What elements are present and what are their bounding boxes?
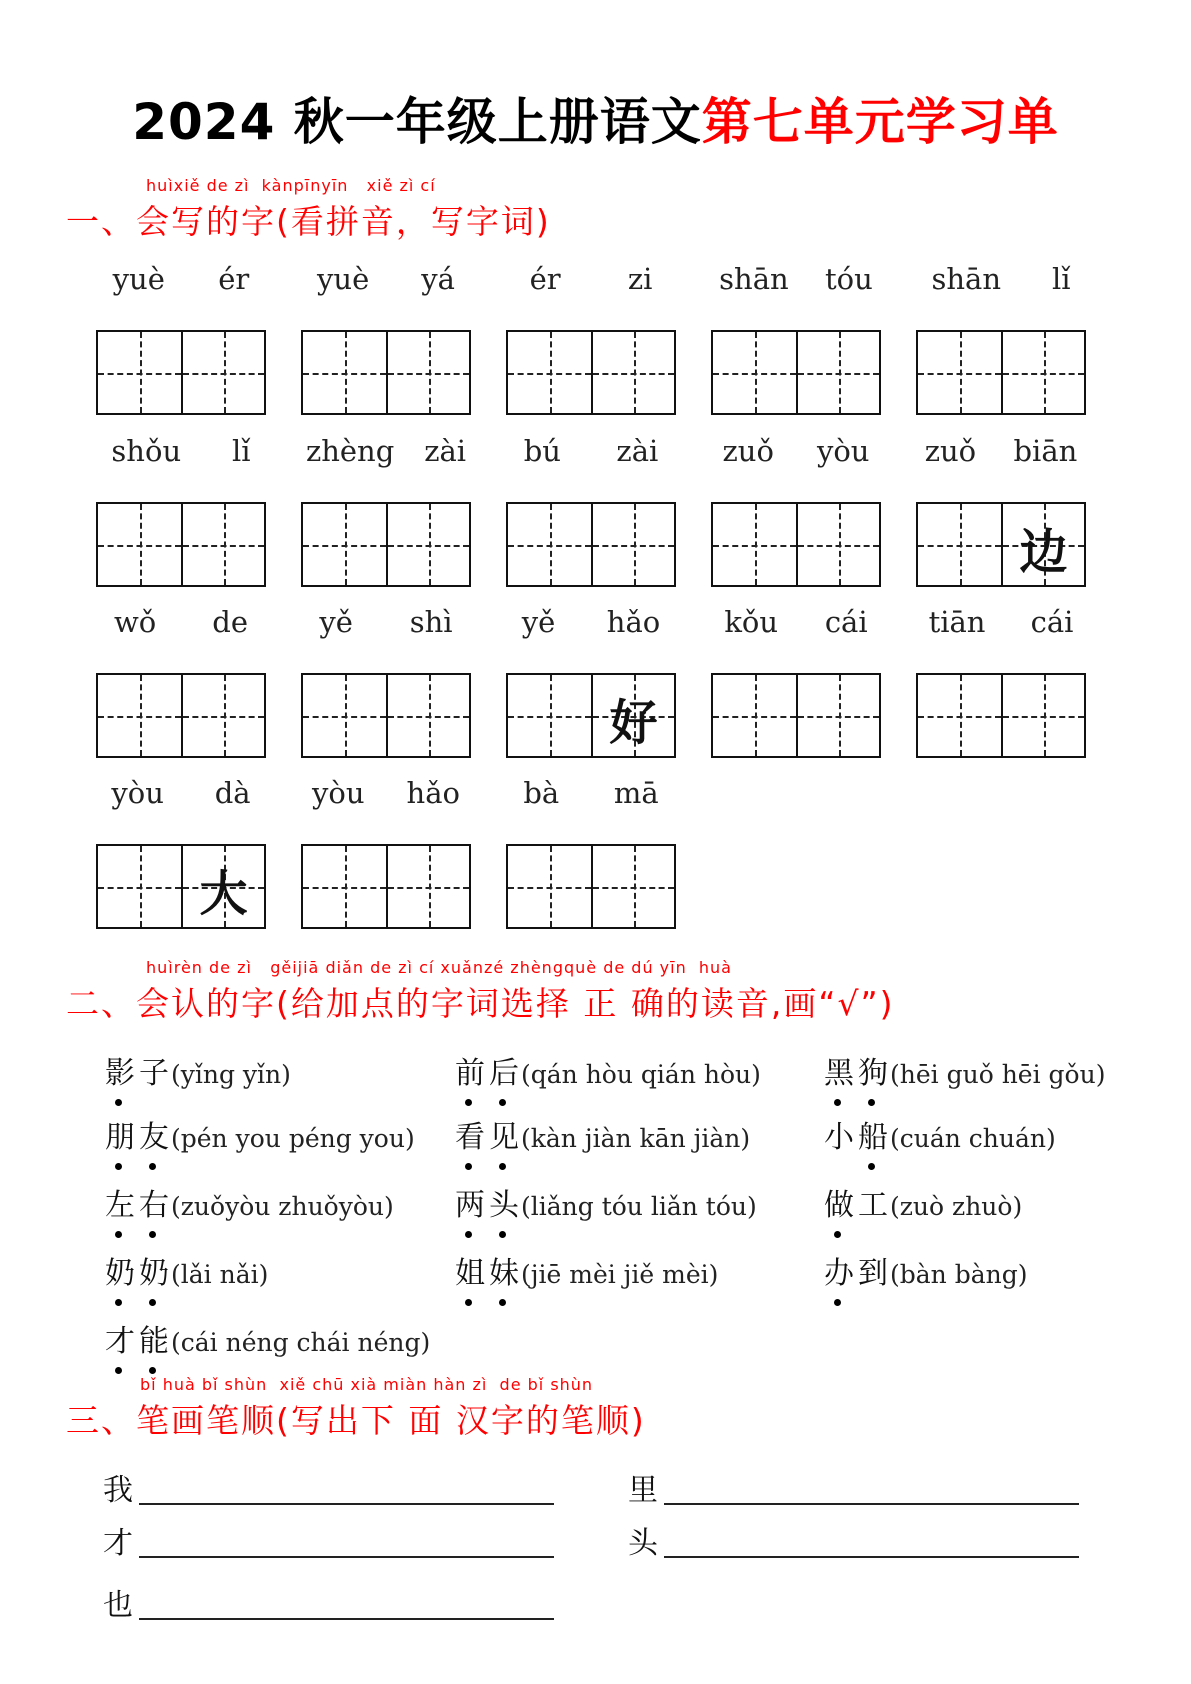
- hanzi: 友: [137, 1112, 171, 1156]
- pinyin-syllable: zài: [616, 434, 659, 468]
- hanzi: 狗: [856, 1048, 890, 1092]
- word-pinyin: [86, 434, 276, 468]
- filled-char: [388, 675, 469, 756]
- filled-char: [713, 504, 796, 585]
- filled-char: [303, 846, 386, 927]
- dotted-word: [822, 1248, 890, 1292]
- hanzi: 到: [858, 1256, 888, 1291]
- stroke-char: 我: [103, 1473, 133, 1508]
- pinyin-syllable: wǒ: [113, 605, 157, 639]
- writing-cell[interactable]: [1001, 675, 1084, 756]
- filled-char: [98, 846, 181, 927]
- pinyin-syllable: hǎo: [406, 776, 460, 810]
- tian-zi-grid: [96, 673, 266, 758]
- filled-char: [98, 332, 181, 413]
- answer-line[interactable]: [139, 1618, 554, 1620]
- pinyin-syllable: bà: [523, 776, 560, 810]
- pinyin-syllable: shān: [719, 262, 789, 296]
- writing-cell[interactable]: [713, 332, 796, 413]
- writing-cell[interactable]: [386, 675, 469, 756]
- stroke-char: 里: [628, 1473, 658, 1508]
- hanzi: 头: [487, 1180, 521, 1224]
- filled-char: [918, 675, 1001, 756]
- tian-zi-grid: [506, 673, 676, 758]
- pinyin-syllable: lǐ: [1051, 262, 1071, 296]
- tian-zi-grid: [301, 673, 471, 758]
- word-pinyin: [291, 605, 481, 639]
- writing-cell[interactable]: [303, 675, 386, 756]
- tian-zi-grid: [506, 502, 676, 587]
- filled-char: [183, 332, 264, 413]
- word-pinyin: [291, 262, 481, 296]
- writing-cell[interactable]: [796, 332, 879, 413]
- pinyin-syllable: kǒu: [724, 605, 779, 639]
- recognition-item: [453, 1248, 718, 1292]
- word-pinyin: [496, 776, 686, 810]
- writing-cell[interactable]: [1001, 332, 1084, 413]
- dotted-word: [103, 1316, 171, 1360]
- pinyin-options[interactable]: (zuǒyòu zhuǒyòu): [171, 1192, 394, 1221]
- pinyin-syllable: bú: [523, 434, 561, 468]
- dotted-word: [103, 1248, 171, 1292]
- stroke-char: 头: [628, 1526, 658, 1561]
- pinyin-options[interactable]: (bàn bàng): [890, 1260, 1028, 1289]
- dotted-word: [103, 1180, 171, 1224]
- dotted-word: [822, 1048, 890, 1092]
- pinyin-options[interactable]: (lǎi nǎi): [171, 1260, 269, 1289]
- pinyin-syllable: tiān: [928, 605, 986, 639]
- word-pinyin: [701, 434, 891, 468]
- pinyin-options[interactable]: (pén you péng you): [171, 1124, 415, 1153]
- tian-zi-grid: [96, 844, 266, 929]
- writing-cell[interactable]: [303, 332, 386, 413]
- recognition-item: [822, 1048, 1105, 1092]
- recognition-item: [103, 1112, 415, 1156]
- writing-cell[interactable]: [181, 846, 264, 927]
- hanzi: 小: [824, 1120, 854, 1155]
- stroke-order-item: [103, 1518, 554, 1562]
- filled-char: [98, 504, 181, 585]
- section1-pinyin: huìxiě de zì kànpīnyīn xiě zì cí: [146, 176, 436, 195]
- word-pinyin: [906, 434, 1096, 468]
- writing-cell[interactable]: [508, 675, 591, 756]
- word-pinyin: [496, 434, 686, 468]
- hanzi: 子: [139, 1056, 169, 1091]
- tian-zi-grid: [301, 844, 471, 929]
- stroke-order-item: [103, 1465, 554, 1509]
- hanzi: 奶: [137, 1248, 171, 1292]
- pinyin-syllable: yòu: [816, 434, 870, 468]
- word-pinyin: [496, 605, 686, 639]
- recognition-item: [822, 1248, 1027, 1292]
- tian-zi-grid: [711, 673, 881, 758]
- filled-char: [798, 504, 879, 585]
- pinyin-syllable: lǐ: [231, 434, 251, 468]
- filled-char: [508, 332, 591, 413]
- stroke-order-item: [628, 1518, 1079, 1562]
- hanzi: 朋: [103, 1112, 137, 1156]
- pinyin-options[interactable]: (cái néng chái néng): [171, 1328, 431, 1357]
- hanzi: 姐: [453, 1248, 487, 1292]
- tian-zi-grid: [711, 502, 881, 587]
- hanzi: 做: [822, 1180, 856, 1224]
- pinyin-syllable: hǎo: [606, 605, 661, 639]
- recognition-item: [822, 1180, 1022, 1224]
- writing-cell[interactable]: [386, 846, 469, 927]
- tian-zi-grid: [506, 330, 676, 415]
- recognition-item: [453, 1112, 750, 1156]
- filled-char: [183, 504, 264, 585]
- section3-heading: 三、笔画笔顺(写出下 面 汉字的笔顺): [66, 1401, 646, 1440]
- answer-line[interactable]: [664, 1503, 1079, 1505]
- recognition-item: [103, 1248, 268, 1292]
- word-pinyin: [86, 605, 276, 639]
- pinyin-syllable: shān: [931, 262, 1001, 296]
- recognition-item: [103, 1316, 430, 1360]
- recognition-item: [822, 1112, 1056, 1156]
- pinyin-syllable: yě: [319, 605, 353, 639]
- filled-char: [1003, 675, 1084, 756]
- word-pinyin: [86, 262, 276, 296]
- hanzi: 见: [487, 1112, 521, 1156]
- title-black-part: 2024 秋一年级上册语文: [132, 93, 702, 151]
- recognition-item: [453, 1180, 757, 1224]
- writing-cell[interactable]: [918, 332, 1001, 413]
- section2-heading: 二、会认的字(给加点的字词选择 正 确的读音,画“√”): [66, 984, 895, 1023]
- filled-char: [303, 675, 386, 756]
- pinyin-options[interactable]: (hēi guǒ hēi gǒu): [890, 1060, 1106, 1089]
- recognition-item: [103, 1048, 291, 1092]
- filled-char: [303, 332, 386, 413]
- pinyin-options[interactable]: (liǎng tóu liǎn tóu): [521, 1192, 757, 1221]
- dotted-word: [453, 1112, 521, 1156]
- writing-cell[interactable]: [508, 332, 591, 413]
- section1-heading: 一、会写的字(看拼音，写字词): [66, 202, 551, 241]
- hanzi: 两: [453, 1180, 487, 1224]
- recognition-item: [103, 1180, 394, 1224]
- page-title: [0, 82, 1191, 154]
- writing-cell[interactable]: [508, 504, 591, 585]
- filled-char: [303, 504, 386, 585]
- writing-cell[interactable]: [591, 675, 674, 756]
- word-pinyin: [701, 605, 891, 639]
- pinyin-options[interactable]: (kàn jiàn kān jiàn): [521, 1124, 751, 1153]
- filled-char: [388, 504, 469, 585]
- writing-cell[interactable]: [508, 846, 591, 927]
- word-pinyin: [291, 776, 481, 810]
- hanzi: 船: [856, 1112, 890, 1156]
- writing-cell[interactable]: [386, 504, 469, 585]
- hanzi: 办: [822, 1248, 856, 1292]
- hanzi: 能: [137, 1316, 171, 1360]
- stroke-order-item: [103, 1580, 554, 1624]
- pinyin-options[interactable]: (yǐng yǐn): [171, 1060, 291, 1089]
- filled-char: [508, 846, 591, 927]
- tian-zi-grid: [96, 330, 266, 415]
- writing-cell[interactable]: [386, 332, 469, 413]
- writing-cell[interactable]: [303, 504, 386, 585]
- writing-cell[interactable]: [796, 504, 879, 585]
- pinyin-syllable: dà: [214, 776, 251, 810]
- dotted-word: [453, 1248, 521, 1292]
- dotted-word: [822, 1112, 890, 1156]
- stroke-order-item: [628, 1465, 1079, 1509]
- stroke-char: 也: [103, 1588, 133, 1623]
- writing-cell[interactable]: [98, 846, 181, 927]
- filled-char: [593, 504, 674, 585]
- filled-char: [98, 675, 181, 756]
- hanzi: 看: [453, 1112, 487, 1156]
- pinyin-syllable: ér: [218, 262, 250, 296]
- word-pinyin: [906, 605, 1096, 639]
- writing-cell[interactable]: [918, 675, 1001, 756]
- filled-char: [918, 504, 1001, 585]
- filled-char: [593, 846, 674, 927]
- filled-char: [713, 675, 796, 756]
- word-pinyin: [86, 776, 276, 810]
- tian-zi-grid: [916, 502, 1086, 587]
- filled-char: [798, 675, 879, 756]
- dotted-word: [103, 1048, 171, 1092]
- hanzi: 右: [137, 1180, 171, 1224]
- answer-line[interactable]: [139, 1503, 554, 1505]
- pinyin-syllable: yòu: [111, 776, 164, 810]
- word-pinyin: [291, 434, 481, 468]
- pinyin-options[interactable]: (zuò zhuò): [890, 1192, 1023, 1221]
- pinyin-syllable: yá: [421, 262, 455, 296]
- filled-char: 边: [1019, 524, 1068, 580]
- hanzi: 奶: [103, 1248, 137, 1292]
- dotted-word: [103, 1112, 171, 1156]
- word-pinyin: [701, 262, 891, 296]
- filled-char: [918, 332, 1001, 413]
- pinyin-options[interactable]: (cuán chuán): [890, 1124, 1056, 1153]
- tian-zi-grid: [506, 844, 676, 929]
- hanzi: 黑: [822, 1048, 856, 1092]
- pinyin-syllable: yuè: [112, 262, 165, 296]
- word-pinyin: [496, 262, 686, 296]
- dotted-word: [822, 1180, 890, 1224]
- tian-zi-grid: [916, 330, 1086, 415]
- section3-pinyin: bǐ huà bǐ shùn xiě chū xià miàn hàn zì de bǐ shùn: [140, 1375, 594, 1394]
- hanzi: 前: [453, 1048, 487, 1092]
- hanzi: 妹: [487, 1248, 521, 1292]
- pinyin-syllable: yuè: [317, 262, 370, 296]
- pinyin-syllable: de: [212, 605, 248, 639]
- writing-cell[interactable]: [796, 675, 879, 756]
- writing-cell[interactable]: [591, 332, 674, 413]
- pinyin-syllable: mā: [613, 776, 659, 810]
- tian-zi-grid: [301, 330, 471, 415]
- hanzi: 后: [487, 1048, 521, 1092]
- pinyin-syllable: yòu: [312, 776, 365, 810]
- tian-zi-grid: [711, 330, 881, 415]
- recognition-item: [453, 1048, 761, 1092]
- pinyin-syllable: zhèng: [305, 434, 395, 468]
- pinyin-syllable: shì: [409, 605, 453, 639]
- writing-cell[interactable]: [98, 675, 181, 756]
- title-red-part: 第七单元学习单: [701, 93, 1059, 151]
- filled-char: [798, 332, 879, 413]
- pinyin-options[interactable]: (jiē mèi jiě mèi): [521, 1260, 719, 1289]
- filled-char: [388, 332, 469, 413]
- writing-cell[interactable]: [713, 675, 796, 756]
- hanzi: 影: [103, 1048, 137, 1092]
- dotted-word: [453, 1180, 521, 1224]
- hanzi: 工: [858, 1188, 888, 1223]
- writing-cell[interactable]: [98, 332, 181, 413]
- pinyin-syllable: yě: [521, 605, 556, 639]
- tian-zi-grid: [916, 673, 1086, 758]
- filled-char: [508, 675, 591, 756]
- writing-cell[interactable]: [918, 504, 1001, 585]
- filled-char: [713, 332, 796, 413]
- filled-char: 好: [609, 695, 658, 751]
- pinyin-options[interactable]: (qán hòu qián hòu): [521, 1060, 761, 1089]
- filled-char: [1003, 332, 1084, 413]
- filled-char: [183, 675, 264, 756]
- filled-char: [593, 332, 674, 413]
- dotted-word: [453, 1048, 521, 1092]
- answer-line[interactable]: [139, 1556, 554, 1558]
- writing-cell[interactable]: [1001, 504, 1084, 585]
- pinyin-syllable: biān: [1013, 434, 1078, 468]
- pinyin-syllable: zuǒ: [722, 434, 774, 468]
- pinyin-syllable: zi: [627, 262, 653, 296]
- hanzi: 左: [103, 1180, 137, 1224]
- word-pinyin: [906, 262, 1096, 296]
- writing-cell[interactable]: [181, 675, 264, 756]
- tian-zi-grid: [301, 502, 471, 587]
- answer-line[interactable]: [664, 1556, 1079, 1558]
- writing-cell[interactable]: [713, 504, 796, 585]
- pinyin-syllable: tóu: [825, 262, 873, 296]
- filled-char: 大: [199, 866, 248, 922]
- stroke-char: 才: [103, 1526, 133, 1561]
- pinyin-syllable: ér: [529, 262, 561, 296]
- filled-char: [388, 846, 469, 927]
- writing-cell[interactable]: [98, 504, 181, 585]
- pinyin-syllable: zài: [424, 434, 467, 468]
- pinyin-syllable: cái: [824, 605, 868, 639]
- pinyin-syllable: shǒu: [111, 434, 182, 468]
- pinyin-syllable: cái: [1030, 605, 1074, 639]
- section2-pinyin: huìrèn de zì gěijiā diǎn de zì cí xuǎnzé zhèngquè de dú yīn huà: [146, 958, 732, 977]
- writing-cell[interactable]: [591, 504, 674, 585]
- writing-cell[interactable]: [591, 846, 674, 927]
- filled-char: [508, 504, 591, 585]
- writing-cell[interactable]: [303, 846, 386, 927]
- tian-zi-grid: [96, 502, 266, 587]
- writing-cell[interactable]: [181, 504, 264, 585]
- pinyin-syllable: zuǒ: [924, 434, 977, 468]
- hanzi: 才: [103, 1316, 137, 1360]
- writing-cell[interactable]: [181, 332, 264, 413]
